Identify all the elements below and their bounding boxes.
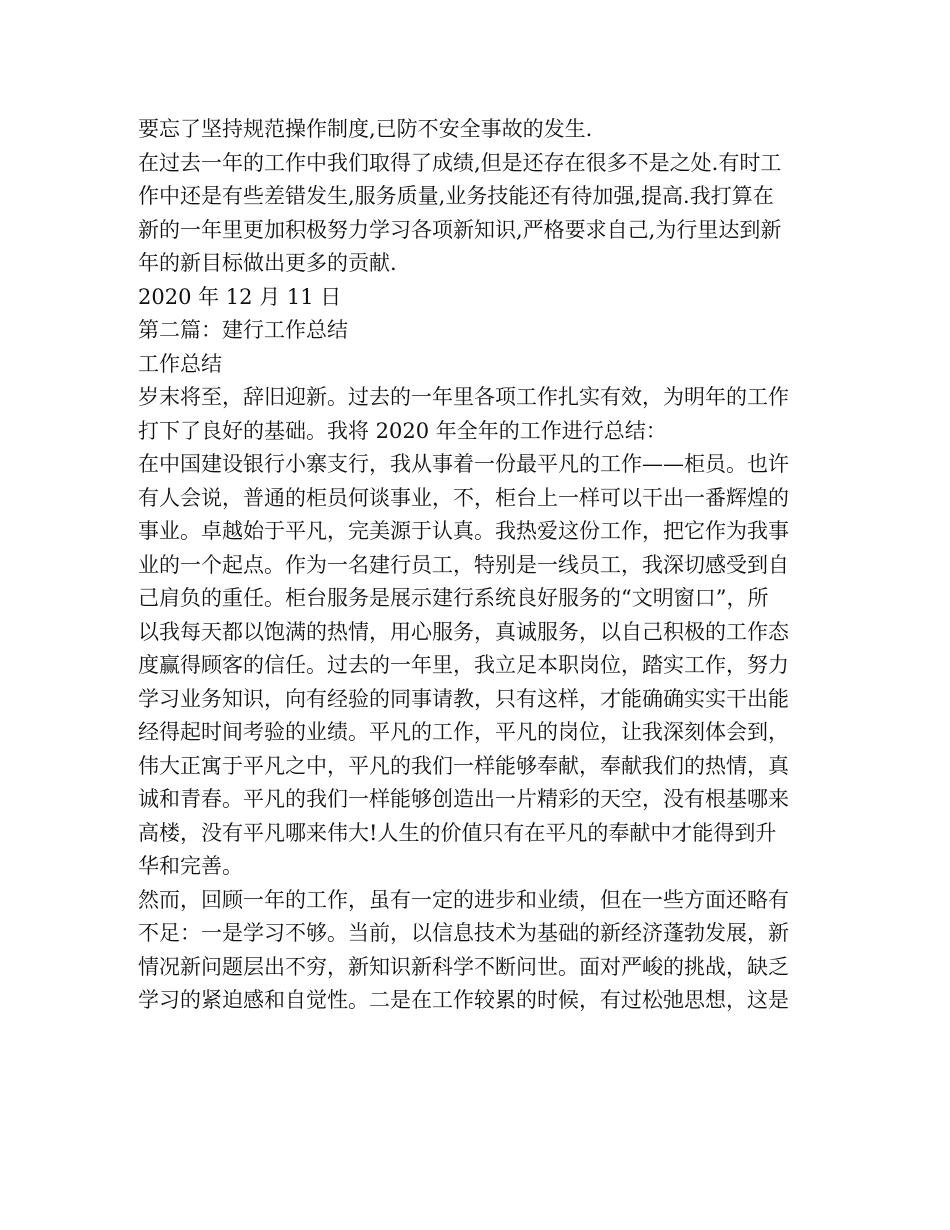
text-line: 学习的紧迫感和自觉性。二是在工作较累的时候，有过松弛思想，这是 [138,988,789,1012]
text-line: 年的新目标做出更多的贡献. [138,251,397,275]
text-line: 度赢得顾客的信任。过去的一年里，我立足本职岗位，踏实工作，努力 [138,653,789,677]
text-line: 华和完善。 [138,854,243,878]
text-line: 伟大正寓于平凡之中，平凡的我们一样能够奉献，奉献我们的热情，真 [138,753,789,778]
text-line: 事业。卓越始于平凡，完美源于认真。我热爱这份工作，把它作为我事 [138,519,789,543]
text-line: 有人会说，普通的柜员何谈事业，不，柜台上一样可以干出一番辉煌的 [138,485,789,510]
document-body [138,113,814,1018]
text-line: 作中还是有些差错发生,服务质量,业务技能还有待加强,提高.我打算在 [138,184,774,208]
text-line: 学习业务知识，向有经验的同事请教，只有这样，才能确确实实干出能 [138,686,789,711]
text-line: 岁末将至，辞旧迎新。过去的一年里各项工作扎实有效，为明年的工作 [138,385,789,409]
text-line: 然而，回顾一年的工作，虽有一定的进步和业绩，但在一些方面还略有 [138,887,789,912]
text-line: 情况新问题层出不穷，新知识新科学不断问世。面对严峻的挑战，缺乏 [138,954,789,979]
text-line: 在过去一年的工作中我们取得了成绩,但是还存在很多不是之处.有时工 [138,150,782,175]
section-title: 工作总结 [138,351,222,376]
text-line: 新的一年里更加积极努力学习各项新知识,严格要求自己,为行里达到新 [138,217,782,242]
text-line: 在中国建设银行小寨支行，我从事着一份最平凡的工作——柜员。也许 [138,452,789,476]
date-line: 2020 年 12 月 11 日 [138,284,342,309]
section-heading: 第二篇：建行工作总结 [138,318,348,342]
text-line: 高楼，没有平凡哪来伟大!人生的价值只有在平凡的奉献中才能得到升 [138,820,777,845]
text-line: 诚和青春。平凡的我们一样能够创造出一片精彩的天空，没有根基哪来 [138,787,789,811]
text-line: 业的一个起点。作为一名建行员工，特别是一线员工，我深切感受到自 [138,552,789,577]
text-line: 以我每天都以饱满的热情，用心服务，真诚服务，以自己积极的工作态 [138,619,789,644]
text-line: 己肩负的重任。柜台服务是展示建行系统良好服务的“文明窗口”，所 [138,586,769,610]
text-line: 经得起时间考验的业绩。平凡的工作，平凡的岗位，让我深刻体会到， [138,720,789,744]
text-line: 不足：一是学习不够。当前，以信息技术为基础的新经济蓬勃发展，新 [138,921,789,945]
text-line: 要忘了坚持规范操作制度,已防不安全事故的发生. [138,117,593,141]
text-line: 打下了良好的基础。我将 2020 年全年的工作进行总结： [138,418,667,443]
